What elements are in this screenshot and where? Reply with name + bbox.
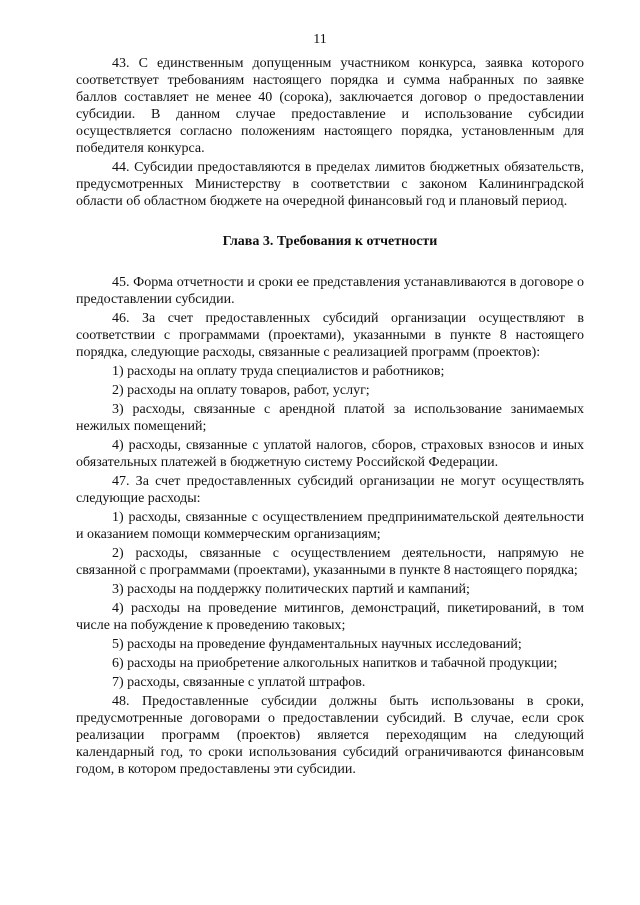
list-item-46-2: 2) расходы на оплату товаров, работ, услуг; xyxy=(112,383,370,398)
list-item-47-6: 6) расходы на приобретение алкогольных напитков и табачной продукции; xyxy=(112,656,558,671)
paragraph-44: 44. Субсидии предоставляются в пределах лимитов бюджетных обязательств, предусмотренных Министерству в соответствии с законом Калининградской области об областном бюджете на очередной финансовый год и плановый период. xyxy=(76,160,584,209)
list-item-47-4: 4) расходы на проведение митингов, демонстраций, пикетирований, в том числе на побуждение к проведению таковых; xyxy=(76,601,584,633)
list-item-47-3: 3) расходы на поддержку политических партий и кампаний; xyxy=(112,582,470,597)
paragraph-46: 46. За счет предоставленных субсидий организации осуществляют в соответствии с программами (проектами), указанными в пункте 8 настоящего порядка, следующие расходы, связанные с реализацией программ (проектов): xyxy=(76,311,584,360)
document-body xyxy=(76,55,584,778)
paragraph-45: 45. Форма отчетности и сроки ее представления устанавливаются в договоре о предоставлении субсидии. xyxy=(76,275,584,307)
paragraph-47: 47. За счет предоставленных субсидий организации не могут осуществлять следующие расходы: xyxy=(76,474,584,506)
list-item-46-4: 4) расходы, связанные с уплатой налогов, сборов, страховых взносов и иных обязательных платежей в бюджетную систему Российской Федерации. xyxy=(76,438,584,470)
list-item-47-1: 1) расходы, связанные с осуществлением предпринимательской деятельности и оказанием помощи коммерческим организациям; xyxy=(76,510,584,542)
list-item-46-1: 1) расходы на оплату труда специалистов и работников; xyxy=(112,364,445,379)
paragraph-48: 48. Предоставленные субсидии должны быть использованы в сроки, предусмотренные договорами о предоставлении субсидий. В случае, если срок реализации программ (проектов) является переходящим на следующий календарный год, то сроки использования субсидий ограничиваются финансовым годом, в котором предоставлены эти субсидии. xyxy=(76,694,584,777)
list-item-47-5: 5) расходы на проведение фундаментальных научных исследований; xyxy=(112,637,522,652)
list-item-47-7: 7) расходы, связанные с уплатой штрафов. xyxy=(112,675,366,690)
list-item-47-2: 2) расходы, связанные с осуществлением деятельности, напрямую не связанной с программами (проектами), указанными в пункте 8 настоящего порядка; xyxy=(76,546,584,578)
page-number: 11 xyxy=(313,32,327,47)
paragraph-43: 43. С единственным допущенным участником конкурса, заявка которого соответствует требованиям настоящего порядка и сумма набранных по заявке баллов составляет не менее 40 (сорока), заключается договор о предоставлении субсидии. В данном случае предоставление и использование субсидии осуществляется согласно положениям настоящего порядка, установленным для победителя конкурса. xyxy=(76,56,584,156)
chapter-heading: Глава 3. Требования к отчетности xyxy=(222,234,438,249)
list-item-46-3: 3) расходы, связанные с арендной платой за использование занимаемых нежилых помещений; xyxy=(76,402,584,434)
